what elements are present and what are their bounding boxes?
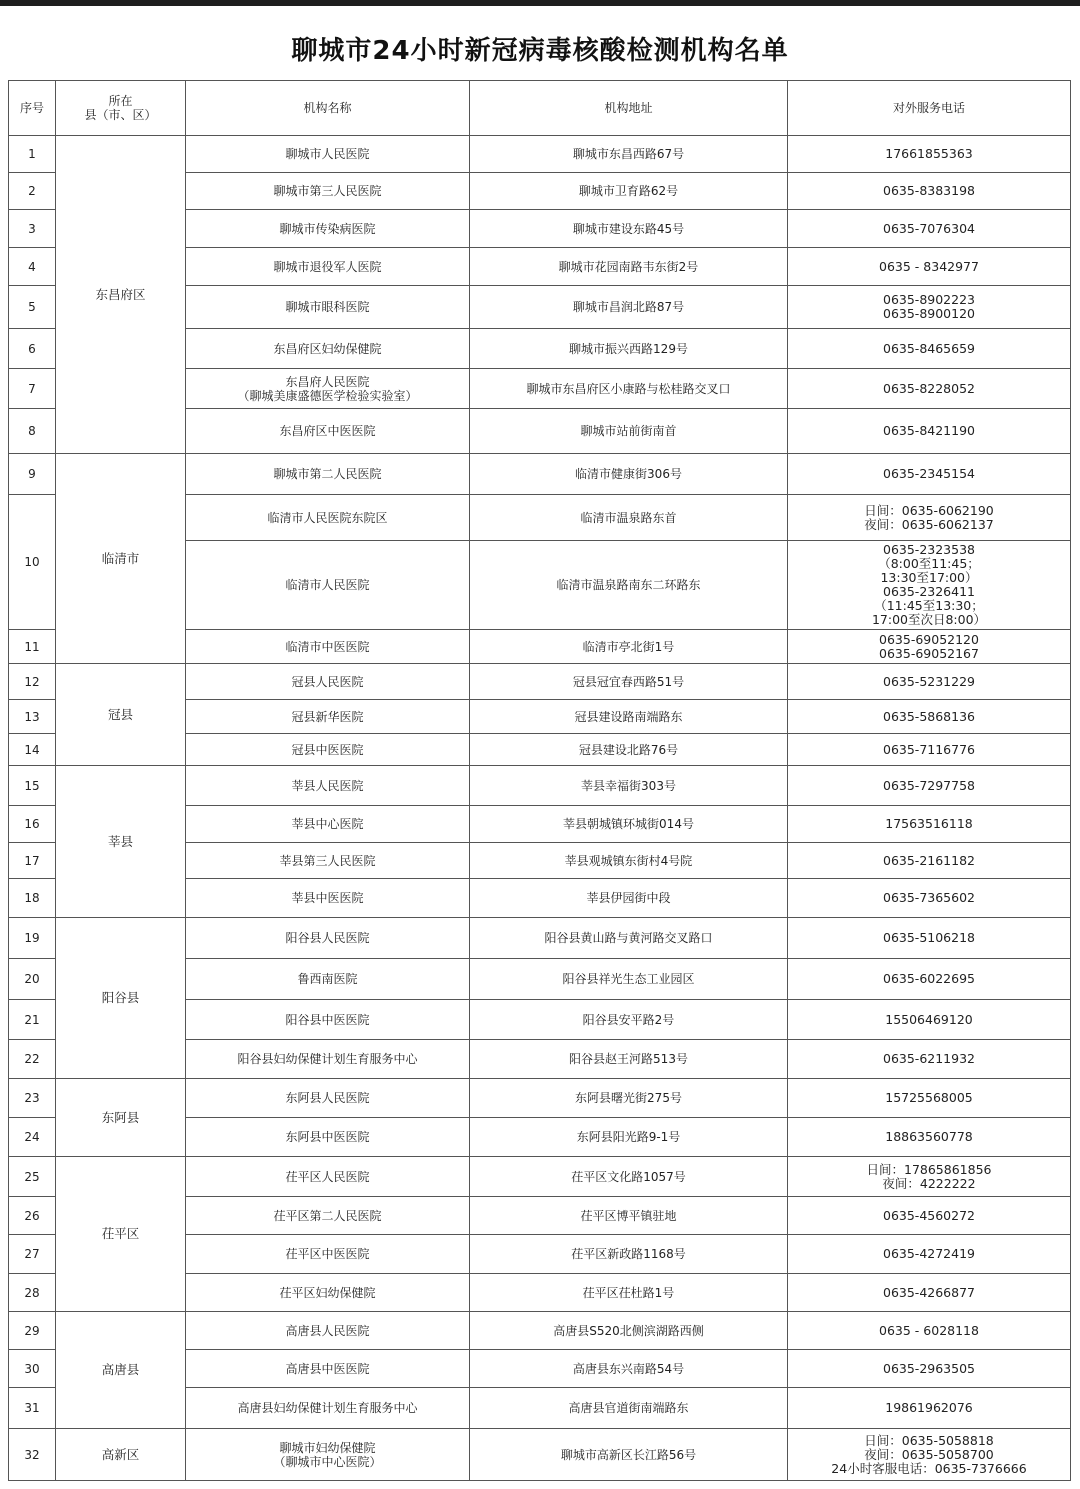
county-cell: 莘县	[56, 766, 186, 918]
service-phone: 0635-7076304	[788, 210, 1071, 248]
institution-address: 聊城市昌润北路87号	[470, 286, 788, 329]
row-number: 2	[9, 173, 56, 210]
county-cell: 高新区	[56, 1429, 186, 1481]
institution-address: 冠县建设路南端路东	[470, 700, 788, 734]
institution-address: 聊城市站前街南首	[470, 409, 788, 454]
table-row	[9, 1157, 1071, 1197]
row-number: 27	[9, 1235, 56, 1274]
institution-address: 聊城市东昌府区小康路与松桂路交叉口	[470, 369, 788, 409]
institution-name: 聊城市退役军人医院	[186, 248, 470, 286]
service-phone: 0635-8465659	[788, 329, 1071, 369]
table-row	[9, 1079, 1071, 1118]
institution-name: 莘县中医医院	[186, 879, 470, 918]
row-number: 10	[9, 495, 56, 630]
service-phone: 0635-7365602	[788, 879, 1071, 918]
row-number: 31	[9, 1388, 56, 1429]
county-cell: 东昌府区	[56, 136, 186, 454]
header-phone: 对外服务电话	[788, 81, 1071, 136]
institution-name: 聊城市妇幼保健院 （聊城市中心医院）	[186, 1429, 470, 1481]
row-number: 24	[9, 1118, 56, 1157]
institution-address: 高唐县东兴南路54号	[470, 1350, 788, 1388]
county-cell: 冠县	[56, 664, 186, 766]
institution-address: 临清市健康街306号	[470, 454, 788, 495]
institution-name: 莘县人民医院	[186, 766, 470, 806]
county-cell: 高唐县	[56, 1312, 186, 1429]
service-phone: 0635-5868136	[788, 700, 1071, 734]
row-number: 6	[9, 329, 56, 369]
top-status-bar	[0, 0, 1080, 6]
header-address: 机构地址	[470, 81, 788, 136]
institution-name: 鲁西南医院	[186, 959, 470, 1000]
service-phone: 0635-6211932	[788, 1040, 1071, 1079]
service-phone: 0635 - 6028118	[788, 1312, 1071, 1350]
row-number: 26	[9, 1197, 56, 1235]
row-number: 13	[9, 700, 56, 734]
institution-name: 临清市中医医院	[186, 630, 470, 664]
row-number: 9	[9, 454, 56, 495]
institution-name: 临清市人民医院东院区	[186, 495, 470, 541]
table-row	[9, 664, 1071, 700]
row-number: 30	[9, 1350, 56, 1388]
institution-address: 茌平区新政路1168号	[470, 1235, 788, 1274]
row-number: 32	[9, 1429, 56, 1481]
institution-name: 茌平区妇幼保健院	[186, 1274, 470, 1312]
institution-address: 东阿县阳光路9-1号	[470, 1118, 788, 1157]
institution-name: 聊城市人民医院	[186, 136, 470, 173]
institution-address: 聊城市振兴西路129号	[470, 329, 788, 369]
institution-name: 莘县第三人民医院	[186, 843, 470, 879]
service-phone: 0635-8902223 0635-8900120	[788, 286, 1071, 329]
row-number: 5	[9, 286, 56, 329]
institution-name: 聊城市眼科医院	[186, 286, 470, 329]
institution-address: 莘县朝城镇环城街014号	[470, 806, 788, 843]
row-number: 23	[9, 1079, 56, 1118]
service-phone: 0635-2323538 （8:00至11:45； 13:30至17:00） 0635-2326411 （11:45至13:30； 17:00至次日8:00）	[788, 541, 1071, 630]
institution-address: 冠县冠宜春西路51号	[470, 664, 788, 700]
service-phone: 15725568005	[788, 1079, 1071, 1118]
institution-address: 莘县幸福街303号	[470, 766, 788, 806]
service-phone: 15506469120	[788, 1000, 1071, 1040]
service-phone: 0635 - 8342977	[788, 248, 1071, 286]
county-cell: 临清市	[56, 454, 186, 664]
institution-name: 东阿县中医医院	[186, 1118, 470, 1157]
institution-name: 茌平区人民医院	[186, 1157, 470, 1197]
table-body	[9, 81, 1071, 1481]
row-number: 8	[9, 409, 56, 454]
institution-name: 阳谷县人民医院	[186, 918, 470, 959]
institution-address: 临清市亭北街1号	[470, 630, 788, 664]
row-number: 15	[9, 766, 56, 806]
row-number: 22	[9, 1040, 56, 1079]
institution-name: 临清市人民医院	[186, 541, 470, 630]
institution-name: 冠县新华医院	[186, 700, 470, 734]
institution-address: 临清市温泉路南东二环路东	[470, 541, 788, 630]
header-name: 机构名称	[186, 81, 470, 136]
row-number: 28	[9, 1274, 56, 1312]
table-row	[9, 766, 1071, 806]
service-phone: 0635-8383198	[788, 173, 1071, 210]
institution-address: 阳谷县祥光生态工业园区	[470, 959, 788, 1000]
institution-address: 高唐县官道街南端路东	[470, 1388, 788, 1429]
service-phone: 0635-6022695	[788, 959, 1071, 1000]
service-phone: 日间：0635-5058818 夜间：0635-5058700 24小时客服电话：0635-7376666	[788, 1429, 1071, 1481]
institution-name: 聊城市第三人民医院	[186, 173, 470, 210]
institution-address: 茌平区茌杜路1号	[470, 1274, 788, 1312]
institution-name: 高唐县人民医院	[186, 1312, 470, 1350]
row-number: 16	[9, 806, 56, 843]
institution-address: 东阿县曙光街275号	[470, 1079, 788, 1118]
table-row	[9, 1429, 1071, 1481]
institution-address: 聊城市花园南路韦东街2号	[470, 248, 788, 286]
service-phone: 日间：0635-6062190 夜间：0635-6062137	[788, 495, 1071, 541]
service-phone: 0635-4560272	[788, 1197, 1071, 1235]
service-phone: 19861962076	[788, 1388, 1071, 1429]
service-phone: 0635-7297758	[788, 766, 1071, 806]
row-number: 1	[9, 136, 56, 173]
institution-name: 高唐县妇幼保健计划生育服务中心	[186, 1388, 470, 1429]
service-phone: 0635-8228052	[788, 369, 1071, 409]
institution-name: 茌平区中医医院	[186, 1235, 470, 1274]
service-phone: 0635-2345154	[788, 454, 1071, 495]
row-number: 21	[9, 1000, 56, 1040]
service-phone: 18863560778	[788, 1118, 1071, 1157]
service-phone: 0635-4266877	[788, 1274, 1071, 1312]
institution-address: 高唐县S520北侧滨湖路西侧	[470, 1312, 788, 1350]
institution-name: 聊城市传染病医院	[186, 210, 470, 248]
testing-institutions-table	[8, 80, 1071, 1481]
service-phone: 0635-2963505	[788, 1350, 1071, 1388]
institution-address: 莘县观城镇东街村4号院	[470, 843, 788, 879]
page-title: 聊城市24小时新冠病毒核酸检测机构名单	[291, 36, 789, 66]
institution-name: 冠县中医医院	[186, 734, 470, 766]
institution-name: 高唐县中医医院	[186, 1350, 470, 1388]
institution-name: 阳谷县妇幼保健计划生育服务中心	[186, 1040, 470, 1079]
service-phone: 0635-2161182	[788, 843, 1071, 879]
institution-name: 茌平区第二人民医院	[186, 1197, 470, 1235]
service-phone: 17563516118	[788, 806, 1071, 843]
institution-address: 冠县建设北路76号	[470, 734, 788, 766]
institution-name: 莘县中心医院	[186, 806, 470, 843]
institution-name: 聊城市第二人民医院	[186, 454, 470, 495]
service-phone: 0635-5231229	[788, 664, 1071, 700]
institution-name: 东昌府区妇幼保健院	[186, 329, 470, 369]
institution-address: 聊城市建设东路45号	[470, 210, 788, 248]
row-number: 4	[9, 248, 56, 286]
row-number: 14	[9, 734, 56, 766]
service-phone: 日间：17865861856 夜间：4222222	[788, 1157, 1071, 1197]
institution-address: 聊城市高新区长江路56号	[470, 1429, 788, 1481]
institution-name: 东阿县人民医院	[186, 1079, 470, 1118]
institution-name: 阳谷县中医医院	[186, 1000, 470, 1040]
header-no: 序号	[9, 81, 56, 136]
service-phone: 0635-5106218	[788, 918, 1071, 959]
county-cell: 阳谷县	[56, 918, 186, 1079]
institution-address: 阳谷县赵王河路513号	[470, 1040, 788, 1079]
institution-address: 临清市温泉路东首	[470, 495, 788, 541]
row-number: 20	[9, 959, 56, 1000]
table-row	[9, 918, 1071, 959]
row-number: 18	[9, 879, 56, 918]
institution-name: 东昌府人民医院 （聊城美康盛德医学检验实验室）	[186, 369, 470, 409]
institution-name: 冠县人民医院	[186, 664, 470, 700]
institution-address: 阳谷县安平路2号	[470, 1000, 788, 1040]
institution-address: 茌平区博平镇驻地	[470, 1197, 788, 1235]
service-phone: 17661855363	[788, 136, 1071, 173]
header-county: 所在 县（市、区）	[56, 81, 186, 136]
institution-address: 茌平区文化路1057号	[470, 1157, 788, 1197]
table-row	[9, 136, 1071, 173]
header-row	[9, 81, 1071, 136]
row-number: 11	[9, 630, 56, 664]
row-number: 19	[9, 918, 56, 959]
county-cell: 茌平区	[56, 1157, 186, 1312]
institution-name: 东昌府区中医医院	[186, 409, 470, 454]
row-number: 17	[9, 843, 56, 879]
row-number: 3	[9, 210, 56, 248]
county-cell: 东阿县	[56, 1079, 186, 1157]
service-phone: 0635-4272419	[788, 1235, 1071, 1274]
table-row	[9, 1312, 1071, 1350]
row-number: 12	[9, 664, 56, 700]
institution-address: 莘县伊园街中段	[470, 879, 788, 918]
institution-address: 聊城市卫育路62号	[470, 173, 788, 210]
service-phone: 0635-8421190	[788, 409, 1071, 454]
institution-address: 聊城市东昌西路67号	[470, 136, 788, 173]
service-phone: 0635-69052120 0635-69052167	[788, 630, 1071, 664]
row-number: 7	[9, 369, 56, 409]
table-row	[9, 454, 1071, 495]
service-phone: 0635-7116776	[788, 734, 1071, 766]
institution-address: 阳谷县黄山路与黄河路交叉路口	[470, 918, 788, 959]
row-number: 29	[9, 1312, 56, 1350]
row-number: 25	[9, 1157, 56, 1197]
